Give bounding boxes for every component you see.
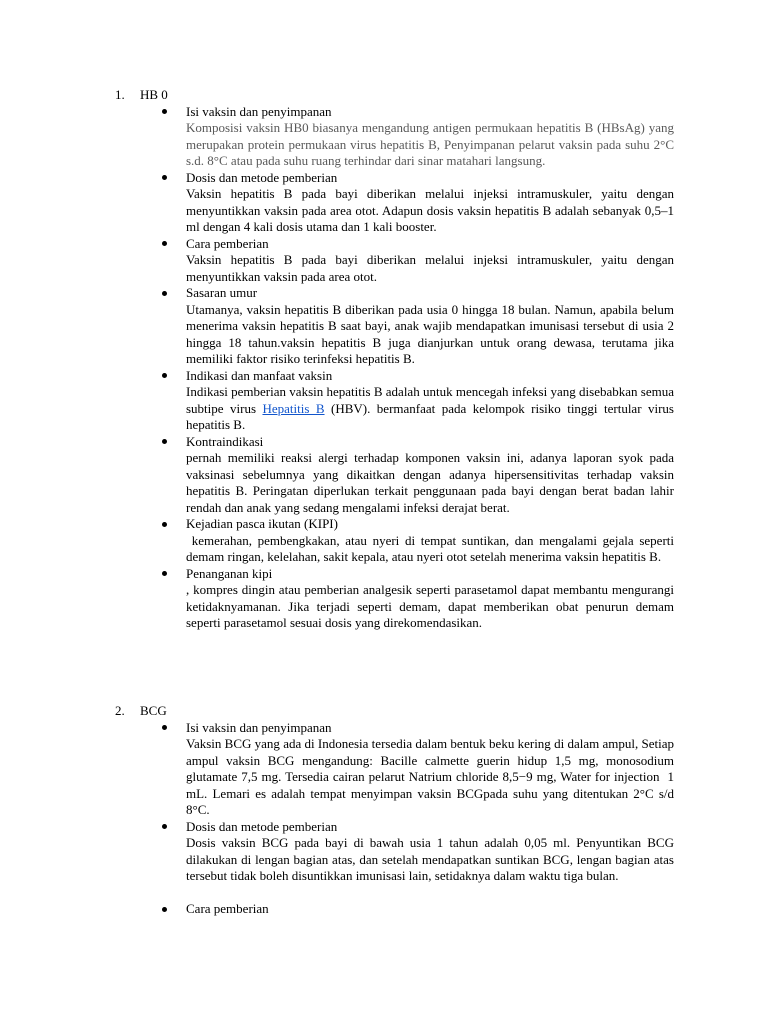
hepatitis-b-link[interactable]: Hepatitis B [262,400,325,416]
bullet-icon [162,241,167,246]
section-item-list [0,720,768,918]
bullet-icon [162,175,167,180]
item-body: , kompres dingin atau pemberian analgesik seperti parasetamol dapat membantu mengurangi ketidaknyamanan. Jika terjadi seperti demam, dapat memberikan obat penurun demam seperti parasetamol sesuai dosis yang direkomendasikan. [186,582,674,630]
item-heading: Isi vaksin dan penyimpanan [186,103,332,119]
item-heading: Isi vaksin dan penyimpanan [186,719,332,735]
bullet-icon [162,439,167,444]
bullet-icon [162,824,167,829]
list-item [0,516,768,566]
list-item [0,170,768,236]
section-number: 2. [115,703,125,718]
item-heading: Cara pemberian [186,235,269,251]
bullet-icon [162,571,167,576]
item-body: pernah memiliki reaksi alergi terhadap komponen vaksin ini, adanya laporan syok pada vaksinasi sebelumnya yang dikaitkan dengan adanya hipersensitivitas terhadap vaksin hepatitis B. Peringatan diperlukan terkait penggunaan pada bayi dengan berat badan lahir rendah dan anak yang sedang mengalami infeksi derajat berat. [186,450,674,515]
list-item [0,819,768,885]
item-body: Vaksin hepatitis B pada bayi diberikan melalui injeksi intramuskuler, yaitu dengan menyuntikkan vaksin pada area otot. Adapun dosis vaksin hepatitis B adalah sebanyak 0,5–1 ml dengan 4 kali dosis utama dan 1 kali booster. [186,186,674,234]
item-body: Vaksin hepatitis B pada bayi diberikan melalui injeksi intramuskuler, yaitu dengan menyuntikkan vaksin pada area otot. [186,252,674,284]
bullet-icon [162,373,167,378]
list-item [0,566,768,632]
item-heading: Sasaran umur [186,285,258,300]
item-body: Vaksin BCG yang ada di Indonesia tersedia dalam bentuk beku kering di dalam ampul, Setiap ampul vaksin BCG mengandung: Bacille calmette guerin hidup 1,5 mg, monosodium glutamate 7,5 mg. Tersedia cairan pelarut Natrium chloride 8,5−9 mg, Water for injection 1 mL. Lemari es adalah tempat menyimpan vaksin BCGpada suhu yang ditentukan 2°C s/d 8°C. [186,736,678,817]
list-item [0,901,768,918]
bullet-icon [162,725,167,730]
item-heading: Indikasi dan manfaat vaksin [186,367,333,383]
bullet-icon [162,907,167,912]
section-number: 1. [115,87,125,102]
list-item [0,434,768,517]
bullet-icon [162,522,167,527]
item-body: Dosis vaksin BCG pada bayi di bawah usia 1 tahun adalah 0,05 ml. Penyuntikan BCG dilakukan di lengan bagian atas, dan setelah mendapatkan suntikan BCG, lengan bagian atas tersebut tidak boleh disuntikkan imunisasi lain, setidaknya dalam waktu tiga bulan. [186,835,674,883]
item-body: kemerahan, pembengkakan, atau nyeri di tempat suntikan, dan mengalami gejala seperti demam ringan, kelelahan, sakit kepala, atau nyeri otot setelah menerima vaksin hepatitis B. [186,532,678,564]
list-item [0,285,768,368]
bullet-icon [162,109,167,114]
section-item-list [0,104,768,632]
item-heading: Penanganan kipi [186,565,273,581]
item-heading: Cara pemberian [186,901,269,916]
item-heading: Kejadian pasca ikutan (KIPI) [186,516,338,531]
list-item [0,368,768,434]
item-body: Komposisi vaksin HB0 biasanya mengandung antigen permukaan hepatitis B (HBsAg) yang merupakan protein permukaan virus hepatitis B, Penyimpanan pelarut vaksin pada suhu 2°C s.d. 8°C atau pada suhu ruang terhindar dari sinar matahari langsung. [186,120,674,168]
item-body [186,384,674,434]
list-item [0,720,768,819]
list-item [0,104,768,170]
list-item [0,236,768,286]
item-heading: Kontraindikasi [186,433,264,449]
item-body: Utamanya, vaksin hepatitis B diberikan pada usia 0 hingga 18 bulan. Namun, apabila belum menerima vaksin hepatitis B saat bayi, anak wajib mendapatkan imunisasi tersebut di usia 2 hingga 18 tahun.vaksin hepatitis B juga dianjurkan untuk orang dewasa, terutama jika memiliki faktor risiko terinfeksi hepatitis B. [186,301,674,366]
section-title: HB 0 [140,87,168,102]
item-heading: Dosis dan metode pemberian [186,169,338,185]
item-body-text: (HBV). bermanfaat pada kelompok risiko tinggi tertular virus hepatitis B. [186,400,674,432]
bullet-icon [162,291,167,296]
item-heading: Dosis dan metode pemberian [186,818,338,834]
section-title: BCG [140,703,167,718]
item-body-text: Indikasi pemberian vaksin hepatitis B adalah untuk mencegah infeksi yang disebabkan semua subtipe virus [186,384,674,416]
